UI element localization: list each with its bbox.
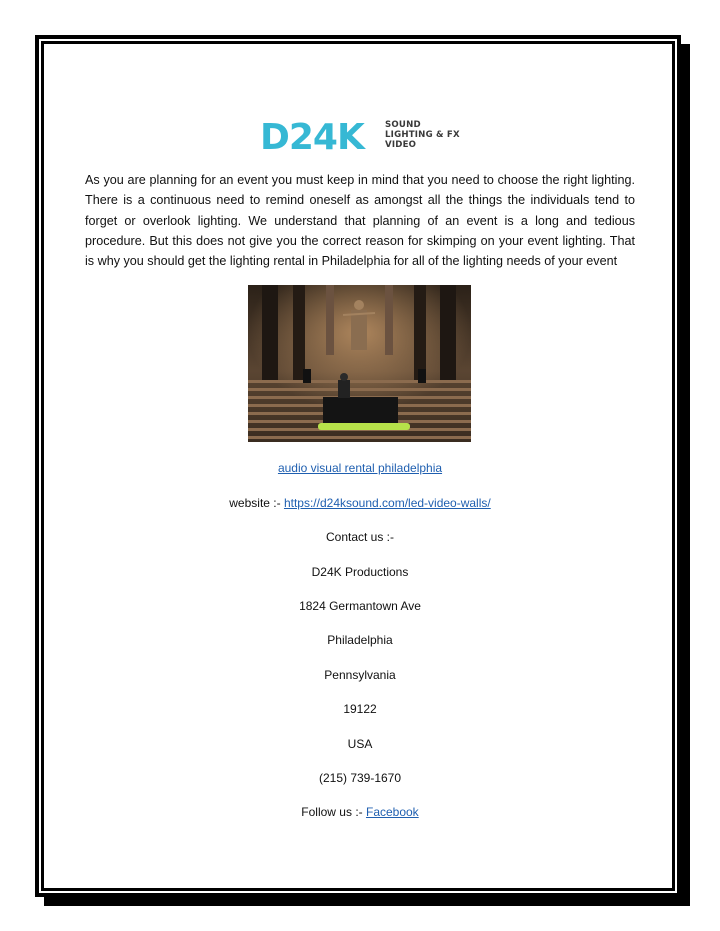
logo-tagline [385,120,475,150]
website-link[interactable]: https://d24ksound.com/led-video-walls/ [283,496,491,510]
d24k-logo [260,118,470,158]
follow-row [0,804,720,820]
facebook-link[interactable]: Facebook [365,805,419,819]
contact-company: D24K Productions [311,565,409,579]
logo-mark-text: D24K [260,118,364,154]
website-label: website :- [229,496,284,510]
d24k-logo-mark [260,118,382,154]
logo-tagline-line: VIDEO [385,140,417,150]
contact-street: 1824 Germantown Ave [299,599,421,613]
contact-state: Pennsylvania [324,668,396,682]
event-photo [248,285,471,442]
event-stage-image [248,285,471,442]
contact-phone: (215) 739-1670 [318,771,402,785]
audio-visual-link-row [0,460,720,476]
intro-paragraph: As you are planning for an event you must keep in mind that you need to choose the right lighting. There is a continuous need to remind oneself as amongst all the things the individuals tend to forget or overlook lighting. We understand that planning of an event is a long and tedious procedure. But this does not give you the correct reason for skimping on your event lighting. That is why you should get the lighting rental in Philadelphia for all of the lighting needs of your event [85,173,635,269]
logo-tagline-line: SOUND [385,120,421,130]
contact-country: USA [347,737,373,751]
contact-heading: Contact us :- [325,530,395,544]
website-row [0,495,720,511]
follow-label: Follow us :- [301,805,366,819]
contact-city: Philadelphia [327,633,393,647]
contact-zip: 19122 [343,702,377,716]
logo-tagline-line: LIGHTING & FX [385,130,460,140]
audio-visual-rental-link[interactable]: audio visual rental philadelphia [277,461,443,475]
